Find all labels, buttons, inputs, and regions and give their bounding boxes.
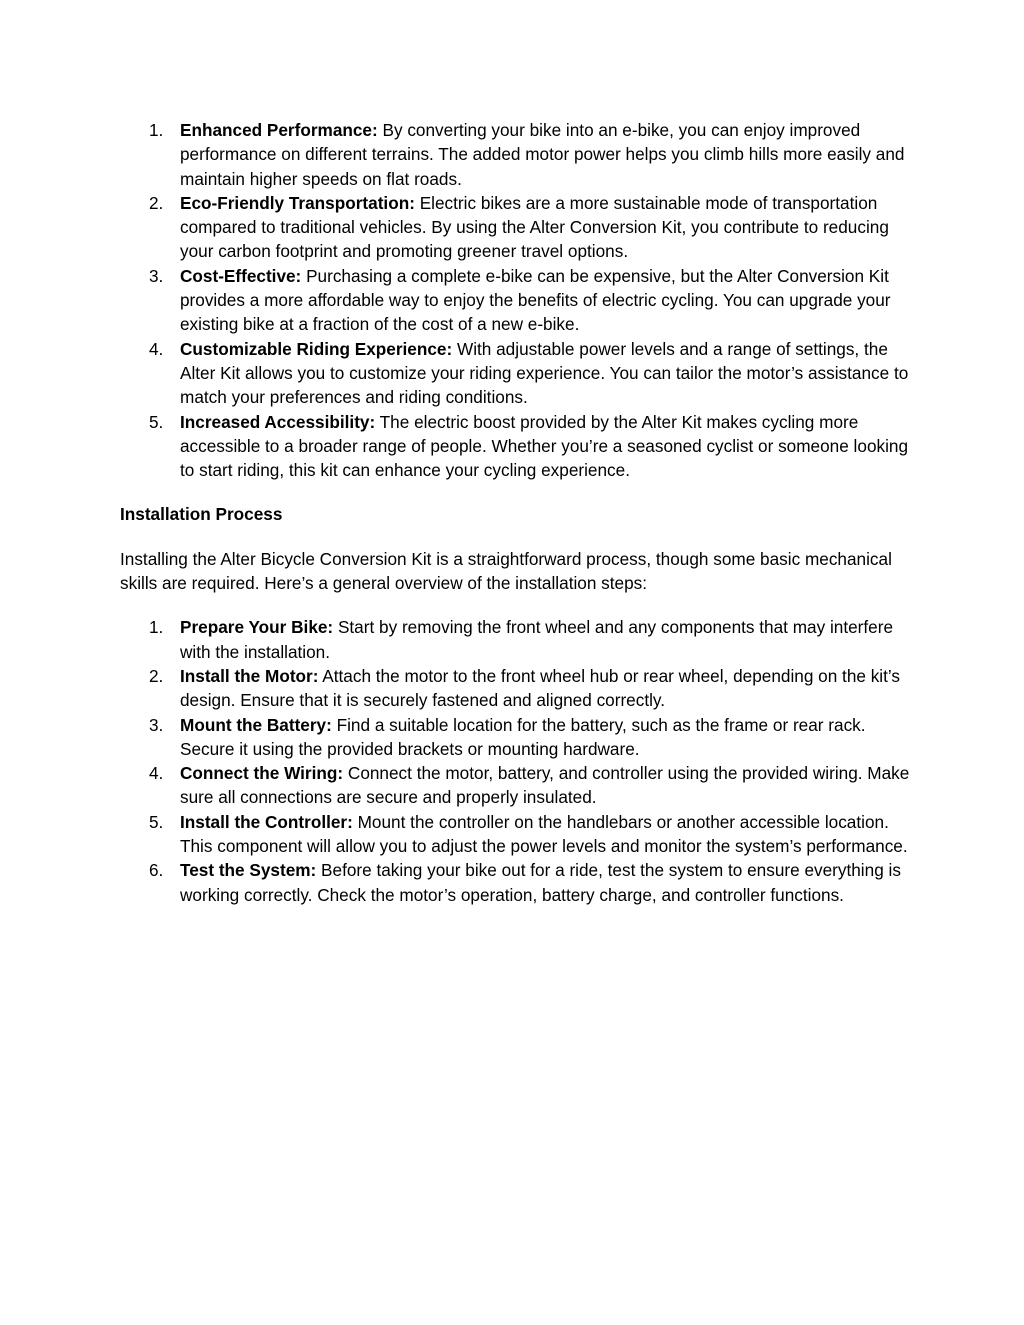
item-title: Prepare Your Bike: [180, 617, 334, 638]
list-item [120, 410, 910, 483]
list-number: 2. [149, 665, 164, 686]
list-number: 3. [149, 265, 164, 286]
item-title: Enhanced Performance: [180, 120, 378, 140]
list-number: 4. [149, 338, 164, 359]
item-text: Before taking your bike out for a ride, test the system to ensure everything is working correctly. Check the motor’s operation, battery charge, and controller functions. [180, 860, 901, 905]
list-item [120, 810, 910, 859]
list-number: 6. [149, 860, 164, 881]
item-text: Attach the motor to the front wheel hub or rear wheel, depending on the kit’s design. Ensure that it is securely fastened and aligned correctly. [180, 665, 901, 711]
list-item [120, 761, 910, 810]
item-title: Customizable Riding Experience: [180, 338, 453, 359]
item-text: Electric bikes are a more sustainable mode of transportation compared to traditional vehicles. By using the Alter Conversion Kit, you contribute to reducing your carbon footprint and promoting greener travel options. [180, 192, 889, 262]
item-text: Find a suitable location for the battery, such as the frame or rear rack. Secure it using the provided brackets or mounting hardware. [180, 714, 866, 759]
item-text: Mount the controller on the handlebars or another accessible location. This component will allow you to adjust the power levels and monitor the system’s performance. [180, 811, 908, 857]
list-number: 1. [149, 120, 164, 140]
item-title: Mount the Battery: [180, 714, 332, 735]
list-item [120, 664, 910, 713]
document-page [120, 118, 910, 907]
item-title: Cost-Effective: [180, 265, 302, 286]
item-text: With adjustable power levels and a range of settings, the Alter Kit allows you to customize your riding experience. You can tailor the motor’s assistance to match your preferences and riding conditions. [180, 338, 909, 408]
list-item [120, 858, 910, 907]
list-number: 2. [149, 192, 164, 213]
item-title: Install the Controller: [180, 811, 353, 832]
item-title: Increased Accessibility: [180, 411, 376, 432]
item-text: Connect the motor, battery, and controller using the provided wiring. Make sure all connections are secure and properly insulated. [180, 763, 910, 808]
item-title: Test the System: [180, 860, 317, 881]
list-item [120, 118, 910, 191]
item-text: The electric boost provided by the Alter Kit makes cycling more accessible to a broader range of people. Whether you’re a seasoned cyclist or someone looking to start riding, this kit can enhance your cycling experience. [180, 411, 909, 481]
list-number: 1. [149, 617, 164, 638]
list-item [120, 337, 910, 410]
list-number: 4. [149, 763, 164, 784]
list-item [120, 264, 910, 337]
item-text: By converting your bike into an e-bike, you can enjoy improved performance on different terrains. The added motor power helps you climb hills more easily and maintain higher speeds on flat roads. [180, 120, 905, 189]
benefits-list [120, 118, 910, 482]
list-number: 5. [149, 811, 164, 832]
list-number: 3. [149, 714, 164, 735]
item-title: Eco-Friendly Transportation: [180, 192, 415, 213]
item-title: Install the Motor: [180, 665, 319, 686]
intro-paragraph: Installing the Alter Bicycle Conversion Kit is a straightforward process, though some basic mechanical skills are required. Here’s a general overview of the installation steps: [120, 548, 892, 594]
list-number: 5. [149, 411, 164, 432]
item-title: Connect the Wiring: [180, 763, 344, 784]
item-text: Start by removing the front wheel and any components that may interfere with the installation. [180, 617, 894, 662]
list-item [120, 191, 910, 264]
section-heading: Installation Process [120, 504, 283, 525]
item-text: Purchasing a complete e-bike can be expensive, but the Alter Conversion Kit provides a more affordable way to enjoy the benefits of electric cycling. You can upgrade your existing bike at a fraction of the cost of a new e-bike. [180, 265, 891, 335]
list-item [120, 615, 910, 664]
list-item [120, 713, 910, 762]
installation-steps-list [120, 615, 910, 907]
